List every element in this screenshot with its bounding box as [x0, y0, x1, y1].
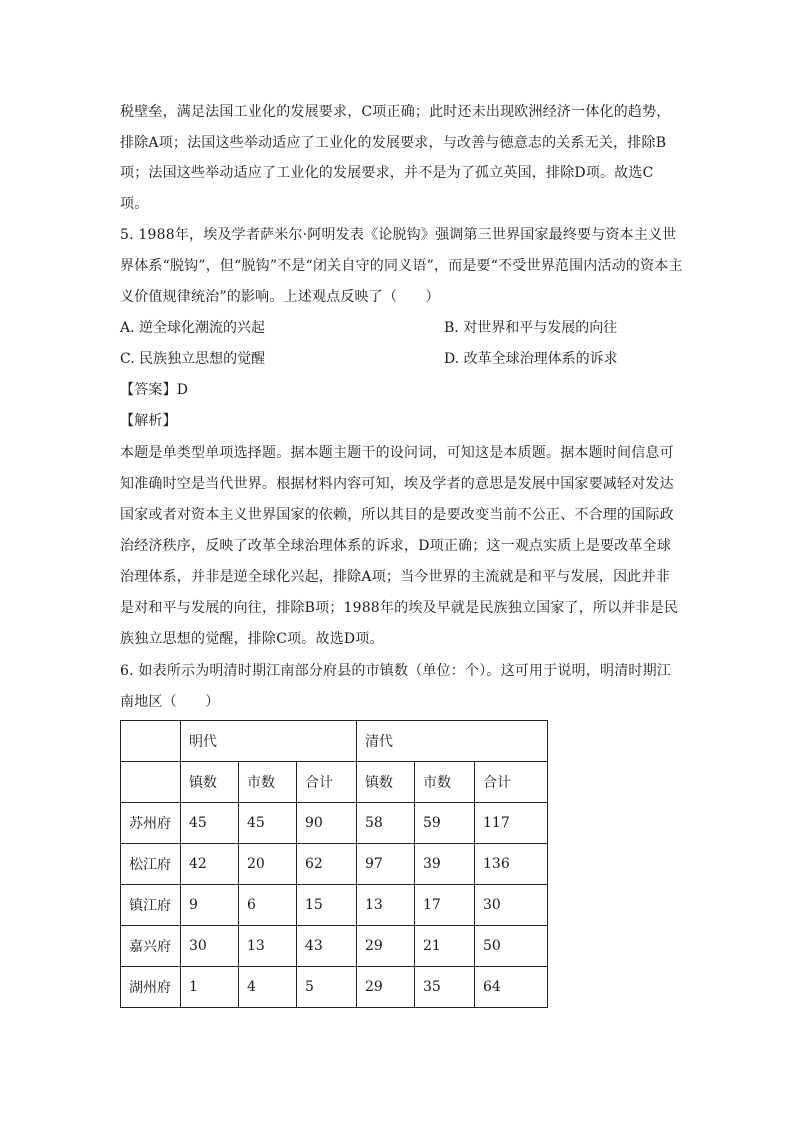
- table-cell: 9: [181, 885, 239, 926]
- subheader-cell: 合计: [297, 762, 357, 803]
- table-cell: 5: [297, 967, 357, 1008]
- question5-analysis-line: 知准确时空是当代世界。根据材料内容可知，埃及学者的意思是发展中国家要减轻对发达: [120, 476, 674, 492]
- table-cell: 97: [357, 844, 415, 885]
- table-cell: 117: [475, 803, 548, 844]
- prev-analysis-line: 排除A项；法国这些举动适应了工业化的发展要求，与改善与德意志的关系无关，排除B: [120, 135, 667, 151]
- row-label-cell: 松江府: [121, 844, 181, 885]
- table-row: [121, 885, 548, 926]
- table-row: [121, 803, 548, 844]
- row-label-cell: 镇江府: [121, 885, 181, 926]
- table-header-row: [121, 721, 548, 762]
- table-cell: 17: [415, 885, 475, 926]
- question5-option-b: B. 对世界和平与发展的向往: [444, 320, 618, 336]
- table-cell: 4: [239, 967, 297, 1008]
- table-cell: 1: [181, 967, 239, 1008]
- table-cell: 30: [181, 926, 239, 967]
- question5-option-d: D. 改革全球治理体系的诉求: [444, 351, 618, 367]
- subheader-cell: 市数: [239, 762, 297, 803]
- question5-analysis-line: 族独立思想的觉醒，排除C项。故选D项。: [120, 631, 384, 647]
- prev-analysis-line: 项。: [120, 196, 149, 212]
- table-cell: 29: [357, 967, 415, 1008]
- table-cell: 42: [181, 844, 239, 885]
- prev-analysis-line: 项；法国这些举动适应了工业化的发展要求，并不是为了孤立英国，排除D项。故选C: [120, 165, 654, 181]
- table-cell: 30: [475, 885, 548, 926]
- table-row: [121, 844, 548, 885]
- row-label-cell: 苏州府: [121, 803, 181, 844]
- table-cell: 35: [415, 967, 475, 1008]
- table-cell: 6: [239, 885, 297, 926]
- table-subheader-row: [121, 762, 548, 803]
- header-qing: 清代: [357, 721, 548, 762]
- question5-analysis-line: 本题是单类型单项选择题。据本题主题干的设问词，可知这是本质题。据本题时间信息可: [120, 445, 674, 461]
- table-cell: 13: [239, 926, 297, 967]
- question5-analysis-line: 是对和平与发展的向往，排除B项；1988年的埃及早就是民族独立国家了，所以并非是民: [120, 600, 679, 616]
- table-corner-cell: [121, 762, 181, 803]
- subheader-cell: 镇数: [181, 762, 239, 803]
- question6-stem-line: 6. 如表所示为明清时期江南部分府县的市镇数（单位：个）。这可用于说明，明清时期江: [120, 663, 672, 679]
- question5-analysis-line: 国家或者对资本主义世界国家的依赖，所以其目的是要改变当前不公正、不合理的国际政: [120, 507, 674, 523]
- row-label-cell: 嘉兴府: [121, 926, 181, 967]
- question5-stem-line: 5. 1988年，埃及学者萨米尔·阿明发表《论脱钩》强调第三世界国家最终要与资本主义世: [120, 227, 677, 243]
- table-cell: 90: [297, 803, 357, 844]
- table-row: [121, 967, 548, 1008]
- prev-analysis-line: 税壁垒，满足法国工业化的发展要求，C项正确；此时还未出现欧洲经济一体化的趋势，: [120, 104, 671, 120]
- table-cell: 21: [415, 926, 475, 967]
- question5-option-c: C. 民族独立思想的觉醒: [120, 351, 266, 367]
- table-cell: 29: [357, 926, 415, 967]
- table-cell: 136: [475, 844, 548, 885]
- table-cell: 13: [357, 885, 415, 926]
- table-cell: 45: [181, 803, 239, 844]
- question5-analysis-line: 治理体系，并非是逆全球化兴起，排除A项；当今世界的主流就是和平与发展，因此并非: [120, 569, 670, 585]
- subheader-cell: 市数: [415, 762, 475, 803]
- market-town-table: [120, 720, 548, 1008]
- table-cell: 62: [297, 844, 357, 885]
- question5-stem-line: 界体系“脱钩”，但“脱钩”不是“闭关自守的同义语”，而是要“不受世界范围内活动的资本主: [120, 258, 683, 274]
- table-cell: 64: [475, 967, 548, 1008]
- table-cell: 58: [357, 803, 415, 844]
- table-corner-cell: [121, 721, 181, 762]
- row-label-cell: 湖州府: [121, 967, 181, 1008]
- subheader-cell: 镇数: [357, 762, 415, 803]
- table-cell: 59: [415, 803, 475, 844]
- question5-option-a: A. 逆全球化潮流的兴起: [120, 320, 266, 336]
- question6-stem-line: 南地区（ ）: [120, 694, 220, 710]
- table-cell: 50: [475, 926, 548, 967]
- question5-stem-line: 义价值规律统治”的影响。上述观点反映了（ ）: [120, 289, 440, 305]
- subheader-cell: 合计: [475, 762, 548, 803]
- table-cell: 43: [297, 926, 357, 967]
- table-row: [121, 926, 548, 967]
- question5-answer: 【答案】D: [120, 382, 189, 398]
- question5-analysis-label: 【解析】: [120, 413, 177, 429]
- question5-analysis-line: 治经济秩序，反映了改革全球治理体系的诉求，D项正确；这一观点实质上是要改革全球: [120, 538, 672, 554]
- table-cell: 45: [239, 803, 297, 844]
- table-cell: 15: [297, 885, 357, 926]
- table-cell: 20: [239, 844, 297, 885]
- header-ming: 明代: [181, 721, 357, 762]
- table-cell: 39: [415, 844, 475, 885]
